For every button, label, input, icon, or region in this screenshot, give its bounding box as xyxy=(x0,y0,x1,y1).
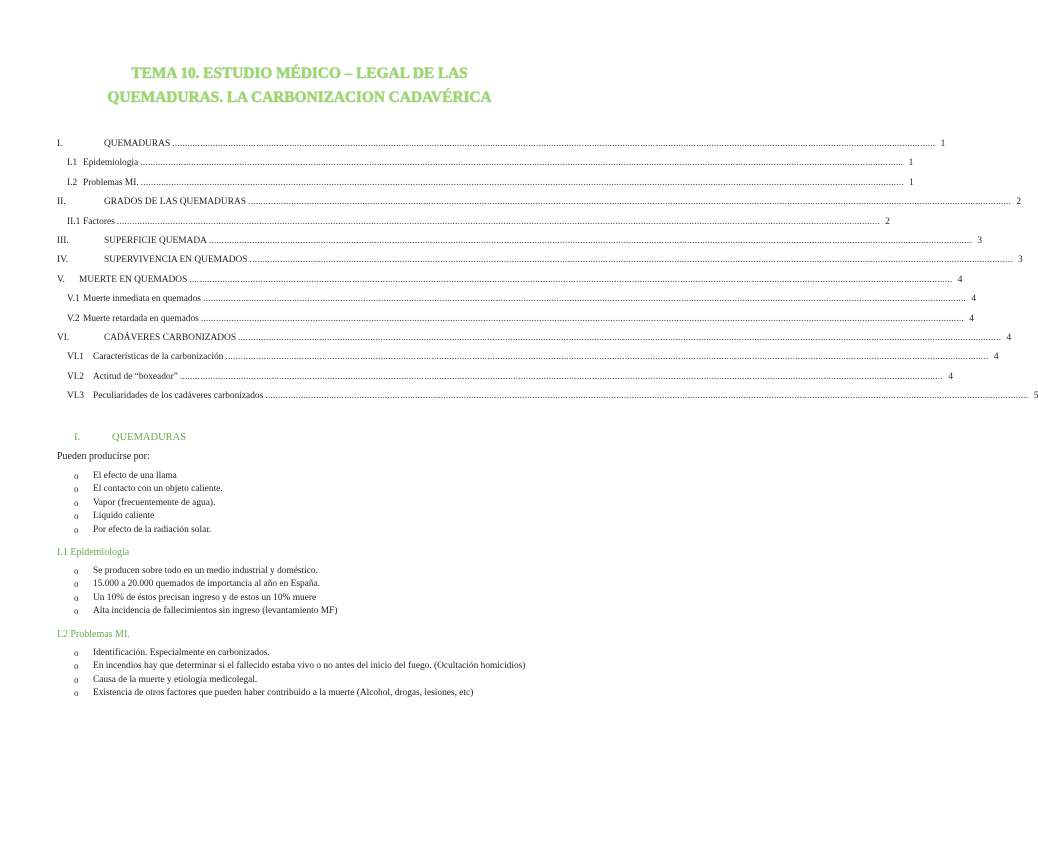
toc-page: 1 xyxy=(909,177,914,188)
toc-leader: ............................................................................................................................................................................................................................................................................................................ xyxy=(140,177,904,188)
list-item-text: 15.000 a 20.000 quemados de importancia al año en España. xyxy=(93,579,321,590)
toc-leader: ............................................................................................................................................................................................................................................................................................................ xyxy=(265,391,1029,402)
bullet-marker: o xyxy=(74,471,79,481)
toc-text: QUEMADURAS xyxy=(104,139,171,149)
list-item-text: El contacto con un objeto caliente. xyxy=(93,484,223,495)
toc-entry[interactable] xyxy=(57,215,890,234)
toc-page: 4 xyxy=(969,313,974,324)
list-item-text: Se producen sobre todo en un medio industrial y doméstico. xyxy=(93,566,318,576)
bullet-marker: o xyxy=(74,674,79,685)
list-item xyxy=(74,674,549,687)
toc-entry[interactable] xyxy=(57,350,999,369)
bullet-marker: o xyxy=(74,648,79,658)
toc-number: I. xyxy=(57,139,63,149)
toc-number: VI.3 xyxy=(67,391,84,402)
subsection-heading: I.1 Epidemiologia xyxy=(57,547,130,558)
toc-leader: ............................................................................................................................................................................................................................................................................................................ xyxy=(208,235,972,246)
toc-page: 5 xyxy=(1033,391,1038,402)
toc-page: 4 xyxy=(993,352,999,363)
toc-entry[interactable] xyxy=(57,331,1012,350)
toc-leader: ............................................................................................................................................................................................................................................................................................................ xyxy=(200,313,964,324)
toc-number: VI.1 xyxy=(67,352,84,363)
toc-text: Características de la carbonización xyxy=(93,352,224,363)
toc-text: Peculiaridades de los cadáveres carbonizados xyxy=(93,391,264,402)
list-item xyxy=(74,565,549,578)
toc-page: 3 xyxy=(977,235,982,246)
toc-entry[interactable] xyxy=(57,137,946,156)
toc-page: 2 xyxy=(1016,197,1022,208)
intro-paragraph: Pueden producirse por: xyxy=(57,451,150,462)
toc-leader: ............................................................................................................................................................................................................................................................................................................ xyxy=(172,139,936,149)
bullet-marker: o xyxy=(74,661,79,672)
list-item xyxy=(74,605,549,618)
toc-entry[interactable] xyxy=(57,234,982,253)
list-item-text: Un 10% de éstos precisan ingreso y de estos un 10% muere xyxy=(93,592,317,603)
bullet-marker: o xyxy=(74,524,79,535)
toc-page: 4 xyxy=(957,274,963,285)
toc-number: V.2 xyxy=(67,313,80,324)
list-item-text: Vapor (frecuentemente de agua). xyxy=(93,497,216,508)
list-item-text: Existencia de otros factores que pueden haber contribuido a la muerte (Alcohol, drogas, lesiones, etc) xyxy=(93,688,474,699)
toc-leader: ............................................................................................................................................................................................................................................................................................................ xyxy=(238,332,1002,343)
toc-number: V.1 xyxy=(67,294,80,305)
document-title xyxy=(40,62,559,110)
toc-text: CADÁVERES CARBONIZADOS xyxy=(104,332,237,343)
list-item xyxy=(74,660,549,673)
toc-entry[interactable] xyxy=(57,273,963,292)
toc-text: Problemas MI. xyxy=(83,177,139,188)
toc-text: MUERTE EN QUEMADOS xyxy=(79,274,188,285)
list-item xyxy=(74,578,549,591)
bullet-marker: o xyxy=(74,484,79,495)
toc-text: SUPERFICIE QUEMADA xyxy=(104,235,207,246)
toc-number: I.1 xyxy=(67,158,78,169)
bullet-marker: o xyxy=(74,688,79,699)
list-item xyxy=(74,687,549,700)
table-of-contents xyxy=(57,137,1038,408)
toc-number: IV. xyxy=(57,255,69,266)
toc-leader: ............................................................................................................................................................................................................................................................................................................ xyxy=(140,158,904,169)
toc-leader: ............................................................................................................................................................................................................................................................................................................ xyxy=(247,197,1012,208)
toc-number: V. xyxy=(57,274,65,285)
toc-page: 4 xyxy=(971,294,977,305)
toc-page: 4 xyxy=(1006,332,1012,343)
toc-leader: ............................................................................................................................................................................................................................................................................................................ xyxy=(225,352,989,363)
toc-page: 3 xyxy=(1017,255,1023,266)
toc-text: Muerte retardada en quemados xyxy=(83,313,199,324)
list-item-text: En incendios hay que determinar si el fallecido estaba vivo o no antes del inicio del fuego. (Ocultación homicidios) xyxy=(93,661,526,672)
toc-text: SUPERVIVENCIA EN QUEMADOS xyxy=(104,255,248,266)
toc-text: GRADOS DE LAS QUEMADURAS xyxy=(104,197,246,208)
epidemiology-list xyxy=(74,565,549,619)
toc-entry[interactable] xyxy=(57,292,977,311)
causes-list xyxy=(74,470,549,537)
list-item-text: El efecto de una llama xyxy=(93,471,177,481)
toc-number: II. xyxy=(57,197,66,208)
bullet-marker: o xyxy=(74,511,79,522)
list-item xyxy=(74,510,549,523)
toc-text: Epidemiologia xyxy=(83,158,139,169)
toc-number: I.2 xyxy=(67,177,78,188)
problems-list xyxy=(74,647,549,701)
section-heading xyxy=(74,432,186,443)
list-item xyxy=(74,592,549,605)
title-line-1: TEMA 10. ESTUDIO MÉDICO – LEGAL DE LAS xyxy=(131,65,468,82)
list-item xyxy=(74,497,549,510)
list-item-text: Liquido caliente xyxy=(93,511,155,522)
toc-leader: ............................................................................................................................................................................................................................................................................................................ xyxy=(179,371,943,382)
bullet-marker: o xyxy=(74,606,79,617)
toc-page: 1 xyxy=(908,158,914,169)
subsection-heading: I.2 Problemas MI. xyxy=(57,629,130,640)
list-item-text: Identificación. Especialmente en carbonizados. xyxy=(93,648,270,658)
toc-leader: ............................................................................................................................................................................................................................................................................................................ xyxy=(189,274,953,285)
toc-number: VI.2 xyxy=(67,371,84,382)
list-item xyxy=(74,483,549,496)
toc-entry[interactable] xyxy=(57,389,1038,408)
toc-page: 4 xyxy=(948,371,953,382)
list-item xyxy=(74,470,549,483)
toc-entry[interactable] xyxy=(57,253,1023,272)
toc-entry[interactable] xyxy=(57,195,1022,214)
toc-text: Muerte inmediata en quemados xyxy=(83,294,201,305)
toc-entry[interactable] xyxy=(57,156,914,175)
toc-page: 2 xyxy=(885,216,890,227)
bullet-marker: o xyxy=(74,579,79,590)
toc-text: Actitud de “boxeador” xyxy=(93,371,178,382)
toc-number: II.1 xyxy=(67,216,81,227)
toc-entry[interactable] xyxy=(57,176,914,195)
section-title: QUEMADURAS xyxy=(112,432,187,443)
bullet-marker: o xyxy=(74,592,79,603)
toc-entry[interactable] xyxy=(57,370,953,389)
section-number: I. xyxy=(74,432,81,443)
toc-text: Factores xyxy=(83,216,115,227)
list-item xyxy=(74,524,549,537)
list-item xyxy=(74,647,549,660)
toc-number: VI. xyxy=(57,332,70,343)
bullet-marker: o xyxy=(74,566,79,576)
toc-page: 1 xyxy=(940,139,946,149)
list-item-text: Causa de la muerte y etiología medicolegal. xyxy=(93,674,258,685)
list-item-text: Por efecto de la radiación solar. xyxy=(93,524,212,535)
list-item-text: Alta incidencia de fallecimientos sin ingreso (levantamiento MF) xyxy=(93,606,338,617)
title-line-2: QUEMADURAS. LA CARBONIZACION CADAVÉRICA xyxy=(107,89,492,106)
toc-number: III. xyxy=(57,235,69,246)
toc-entry[interactable] xyxy=(57,312,974,331)
toc-leader: ............................................................................................................................................................................................................................................................................................................ xyxy=(249,255,1013,266)
toc-leader: ............................................................................................................................................................................................................................................................................................................ xyxy=(116,216,880,227)
toc-leader: ............................................................................................................................................................................................................................................................................................................ xyxy=(202,294,967,305)
bullet-marker: o xyxy=(74,497,79,508)
